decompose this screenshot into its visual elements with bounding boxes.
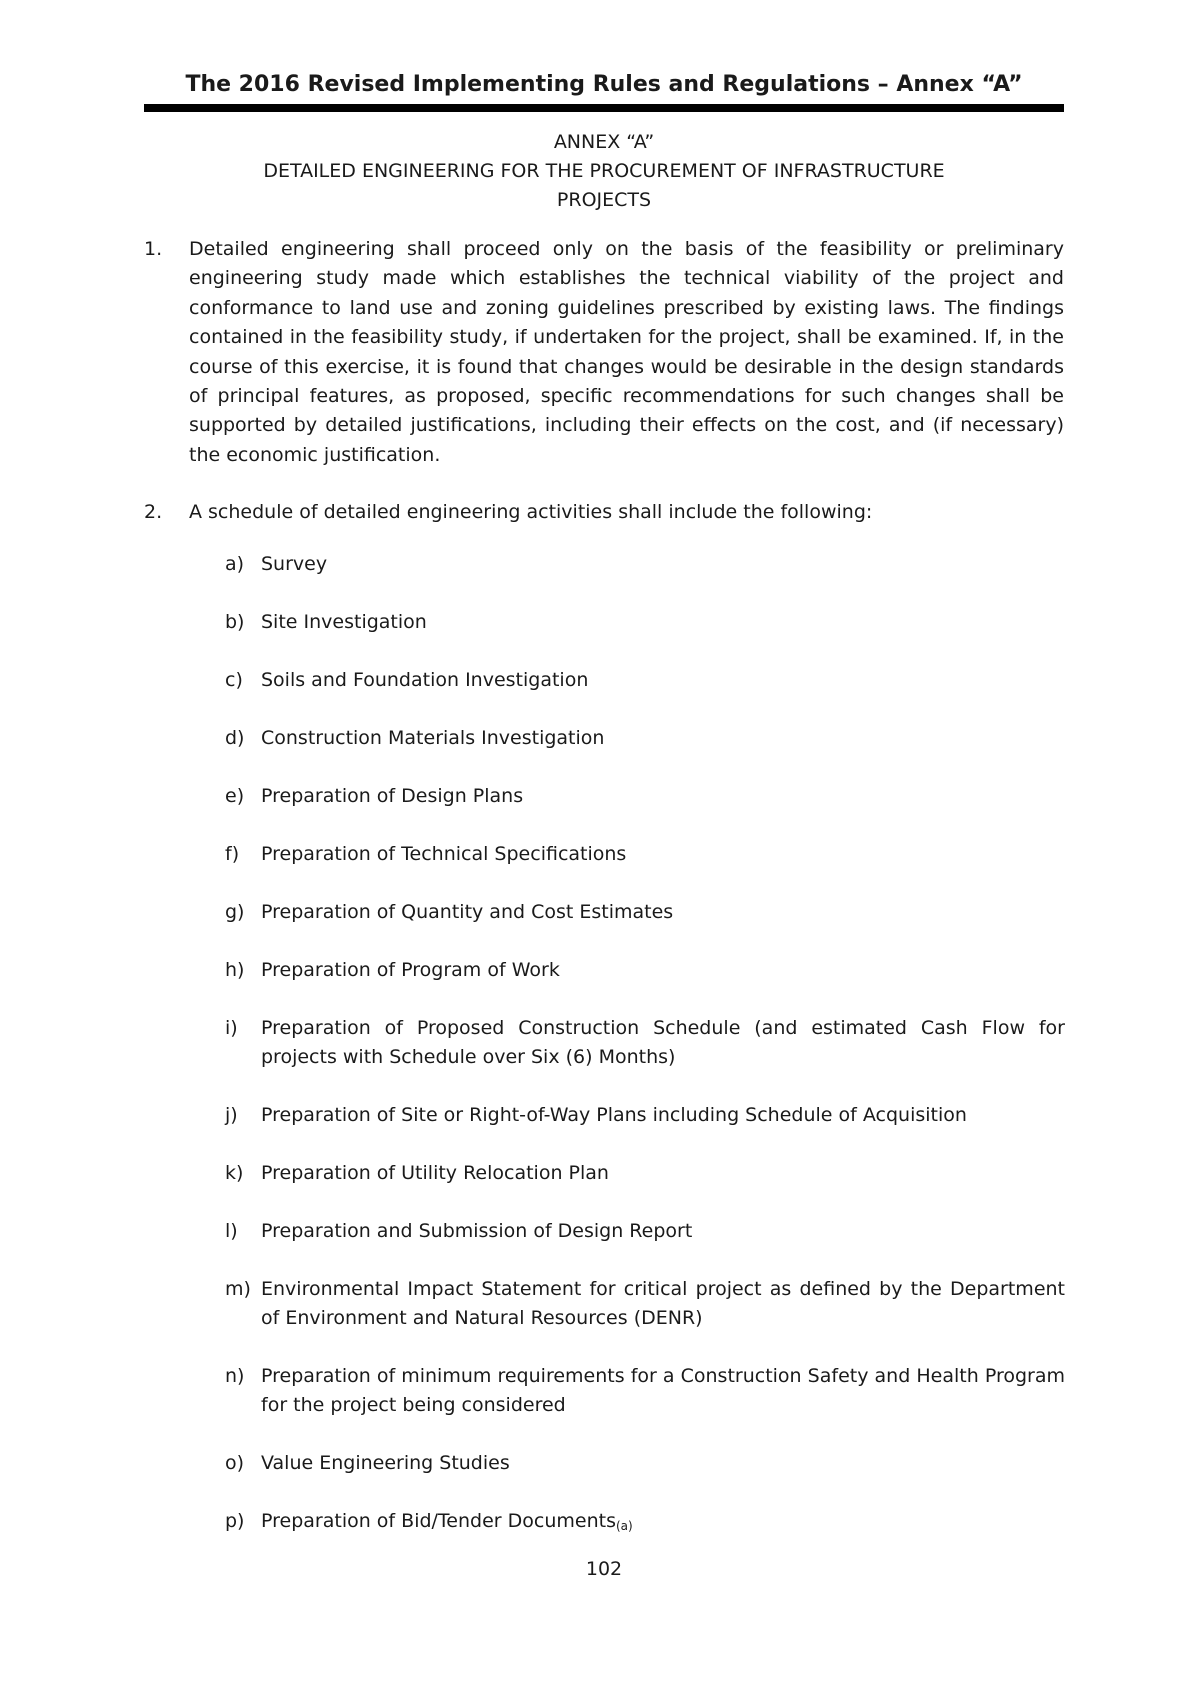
list-item [225,1014,1065,1072]
list-item-label: m) [225,1278,251,1300]
list-item-text: Preparation of Program of Work [261,959,560,981]
annex-title-line-2: PROJECTS [556,189,652,211]
page-number: 102 [585,1558,623,1580]
list-item-label: o) [225,1452,245,1474]
list-item-label: i) [225,1017,238,1039]
list-item-text: Value Engineering Studies [261,1452,510,1474]
list-item [225,1275,1065,1333]
list-item-label: a) [225,553,245,575]
list-item [225,1159,1065,1188]
list-item [225,1362,1065,1420]
list-item-text: Environmental Impact Statement for critical project as defined by the Department of Environment and Natural Resources (DENR) [261,1278,1065,1329]
paragraph-text: Detailed engineering shall proceed only on the basis of the feasibility or preliminary engineering study made which establishes the technical viability of the project and conformance to land use and zoning guidelines prescribed by existing laws. The findings contained in the feasibility study, if undertaken for the project, shall be examined. If, in the course of this exercise, it is found that changes would be desirable in the design standards of principal features, as proposed, specific recommendations for such changes shall be supported by detailed justifications, including their effects on the cost, and (if necessary) the economic justification. [189,238,1064,466]
annex-title-line-1: DETAILED ENGINEERING FOR THE PROCUREMENT OF INFRASTRUCTURE [263,160,945,182]
list-item-main-text: Preparation of Bid/Tender Documents [261,1510,616,1532]
list-item-text: Preparation and Submission of Design Report [261,1220,693,1242]
list-item-label: h) [225,959,245,981]
annex-label: ANNEX “A” [553,131,655,153]
list-item [225,898,1065,927]
activities-list [225,550,1065,1570]
list-item-text: Construction Materials Investigation [261,727,605,749]
list-item [225,782,1065,811]
list-item-label: n) [225,1365,245,1387]
list-item-text: Survey [261,553,328,575]
list-item-label: g) [225,901,245,923]
list-item-label: p) [225,1510,245,1532]
paragraph-text: A schedule of detailed engineering activities shall include the following: [189,501,873,523]
annex-title-block [144,128,1064,215]
list-item-label: d) [225,727,245,749]
list-item [225,1101,1065,1130]
list-item-text: Preparation of Utility Relocation Plan [261,1162,609,1184]
paragraph-number: 2. [144,501,163,523]
list-item-text: Preparation of Quantity and Cost Estimates [261,901,674,923]
list-item [225,956,1065,985]
list-item-text: Preparation of minimum requirements for a Construction Safety and Health Program for the project being considered [261,1365,1065,1416]
list-item-label: b) [225,611,245,633]
list-item-text [261,1507,1065,1541]
list-item-label: j) [225,1104,238,1126]
list-item-label: l) [225,1220,238,1242]
page-header-title: The 2016 Revised Implementing Rules and Regulations – Annex “A” [185,72,1023,97]
list-item [225,550,1065,579]
list-item-text: Site Investigation [261,611,427,633]
list-item-text: Soils and Foundation Investigation [261,669,589,691]
list-item [225,1507,1065,1541]
list-item [225,1217,1065,1246]
list-item-label: k) [225,1162,244,1184]
list-item [225,840,1065,869]
list-item [225,608,1065,637]
list-item-text: Preparation of Technical Specifications [261,843,627,865]
footnote-marker: (a) [615,1519,633,1533]
list-item-label: e) [225,785,245,807]
paragraph-2 [144,498,1064,527]
paragraph-1 [144,235,1064,470]
header-divider [144,104,1064,112]
list-item-text: Preparation of Design Plans [261,785,524,807]
list-item [225,666,1065,695]
list-item-text: Preparation of Proposed Construction Schedule (and estimated Cash Flow for projects with Schedule over Six (6) Months) [261,1017,1065,1068]
list-item-text: Preparation of Site or Right-of-Way Plans including Schedule of Acquisition [261,1104,967,1126]
list-item-label: c) [225,669,243,691]
paragraph-number: 1. [144,238,163,260]
list-item [225,724,1065,753]
list-item [225,1449,1065,1478]
list-item-label: f) [225,843,240,865]
